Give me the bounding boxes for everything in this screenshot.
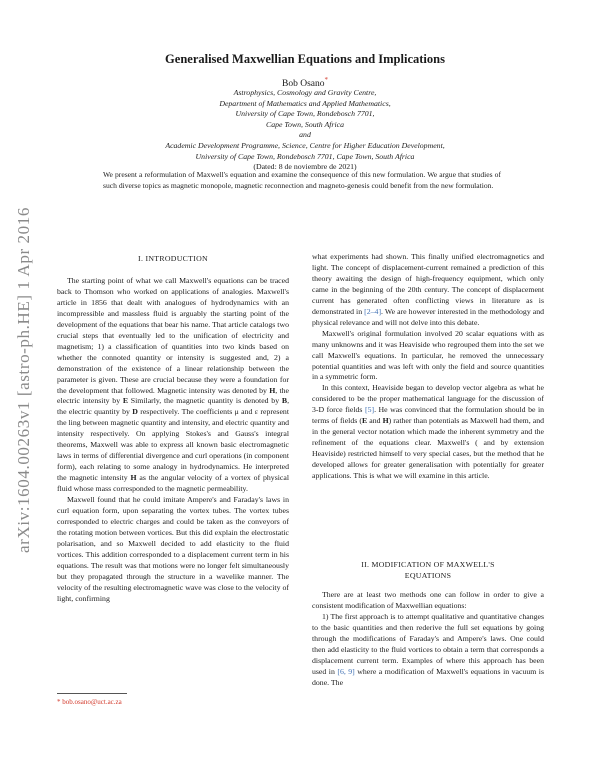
text-run: The starting point of what we call Maxwell's equations can be traced back to Thomson who worked on applications of analogies. Maxwell's article in 1856 that dealt with analogues of hydrodynamics with an incompressible and massless fluid is arguably the starting point of the development of the equations that bear his name. That article catalogs two crucial steps that eventually led to the unification of electricity and magnetism; 1) a classification of quantities into two kinds based on whether the connoted quantity or intensity is suggested and, 2) a demonstration of the existence of a linear relationship between the parameter is given. These are crucial because they were a foundation for the development that followed. Magnetic intensity was denoted by: [57, 276, 289, 395]
symbol-D: D: [132, 407, 138, 417]
arxiv-sidebar-stamp: [10, 80, 38, 680]
text-run: as the angular velocity of a vortex of physical fluid whose mass corresponded to the magnetic permeability.: [57, 473, 289, 494]
symbol-B: B: [281, 396, 288, 406]
abstract: We present a reformulation of Maxwell's equation and examine the consequence of this new formulation. We argue that studies of such diverse topics as magnetic monopole, magnetic reconnection and magneto-genesis could benefit from the new formulation.: [103, 170, 501, 190]
affiliation-and: and: [299, 130, 311, 140]
affiliation-block: [60, 88, 550, 173]
text-run: , the electric intensity by: [57, 385, 289, 406]
text-run: ) rather than potentials as Maxwell had them, and in the general vector notation which made the inherent symmetry and the refinement of the equations clear. Maxwell's ( and by extension Heaviside) restricted himself to very special cases, but the method that he developed allows for greater generalisation with potentially for greater applications. This is what we will examine in this article.: [312, 416, 544, 481]
text-run: 1) The first approach is to attempt qualitative and quantitative changes to the basic quantities and then rederive the full set equations by going through the modifications of Faraday's and Ampere's laws. One could then add elasticity to the fluid vortices to obtain a term that corresponds a displacement current term. Examples of where this approach has been used in: [312, 611, 544, 676]
text-run: , the electric quantity by: [57, 396, 290, 417]
left-column: [57, 276, 289, 605]
footnote-divider: [57, 693, 127, 694]
affiliation-line: University of Cape Town, Rondebosch 7701, Cape Town, South Africa: [195, 151, 415, 161]
citation-link[interactable]: [5]: [364, 405, 375, 415]
intro-paragraph-3: [312, 252, 544, 329]
intro-paragraph-1: [57, 276, 289, 495]
text-run: . We are however interested in the methodology and physical relevance and will not delve into this debate.: [312, 306, 545, 327]
section-heading-line: II. MODIFICATION OF MAXWELL'S: [361, 560, 495, 569]
paper-title: Generalised Maxwellian Equations and Implications: [165, 52, 445, 66]
author-name: Bob Osano: [282, 79, 325, 90]
author-footnote-mark[interactable]: *: [324, 76, 328, 84]
text-run: Similarly, the magnetic quantity is denoted by: [128, 396, 282, 406]
text-run: respectively. The coefficients μ and ε represent the ling between magnetic quantity and intensity, and electric quantity and intensity respectively. On applying Stokes's and Gauss's integral theorems, Maxwell was able to express all known basic electromagnetic laws in terms of differential divergence and curl operations (in component form), each relating to some analogy in hydrodynamics. He interpreted the magnetic intensity: [57, 407, 289, 483]
right-column-section2: [312, 590, 544, 689]
symbol-H: H: [269, 385, 276, 395]
affiliation-line: Astrophysics, Cosmology and Gravity Centre,: [233, 88, 377, 97]
text-run: In this context, Heaviside began to develop vector algebra as what he considered to be the proper mathematical language for the discussion of 3-D force fields: [312, 383, 544, 415]
text-run: . He was convinced that the formulation should be in terms of fields (: [312, 405, 545, 426]
symbol-H: H: [382, 416, 389, 426]
intro-paragraph-2: Maxwell found that he could imitate Ampere's and Faraday's laws in curl equation form, upon separating the vortex tubes. The vortex tubes corresponded to electric charges and could be taken as the conveyors of the rotating motion between vortices. But this did explain the electrostatic polarisation, and so Maxwell decided to add elasticity to the fluid vortices. This addition corresponded to a displacement current term in his equations. The result was that motions were no longer felt simultaneously but they propagated through the structure in a wavelike manner. The velocity of the resulting electromagnetic wave was close to the velocity of light, confirming: [57, 495, 289, 603]
right-column: [312, 252, 544, 482]
dated-line: (Dated: 8 de noviembre de 2021): [253, 162, 357, 172]
affiliation-line: Cape Town, South Africa: [266, 119, 344, 129]
text-run: where a modification of Maxwell's equations in vacuum is done. The: [312, 666, 545, 687]
affiliation-line: Academic Development Programme, Science, Centre for Higher Education Development,: [165, 140, 445, 150]
symbol-H: H: [130, 473, 137, 483]
footnote-mark: *: [57, 698, 61, 706]
affiliation-line: Department of Mathematics and Applied Mathematics,: [219, 98, 391, 108]
symbol-E: E: [122, 396, 129, 406]
intro-paragraph-4: Maxwell's original formulation involved 20 scalar equations with as many unknowns and it was Heaviside who regrouped them into the set we call Maxwell's equations. In particular, he removed the unnecessary potential quantities and was left with only the field and source quantities in a symmetric form.: [312, 328, 544, 382]
section-heading-introduction: I. INTRODUCTION: [138, 254, 208, 263]
intro-paragraph-5: [312, 383, 544, 482]
arxiv-identifier: arXiv:1604.00263v1 [astro-ph.HE] 1 Apr 2016: [14, 207, 33, 553]
section2-paragraph-2: [312, 612, 544, 689]
footnote: [57, 698, 122, 706]
text-run: what experiments had shown. This finally unified electromagnetics and light. The concept of displacement-current remained a prediction of this theory awaiting the design of high-frequency equipment, which only came in the beginning of the 20th century. The concept of displacement current has generated often conflicting views in literature as is demonstrated in: [312, 252, 544, 316]
text-run: and: [367, 416, 383, 426]
symbol-E: E: [361, 416, 368, 426]
section2-paragraph-1: There are at least two methods one can follow in order to give a consistent modification of Maxwellian equations:: [312, 590, 544, 610]
section-heading-line: EQUATIONS: [404, 570, 452, 580]
citation-link[interactable]: [6, 9]: [337, 666, 355, 676]
citation-link[interactable]: [2–4]: [364, 306, 382, 316]
affiliation-line: University of Cape Town, Rondebosch 7701,: [235, 109, 375, 119]
author-email-link[interactable]: bob.osano@uct.ac.za: [62, 698, 122, 706]
section-heading-modification: [312, 560, 544, 581]
